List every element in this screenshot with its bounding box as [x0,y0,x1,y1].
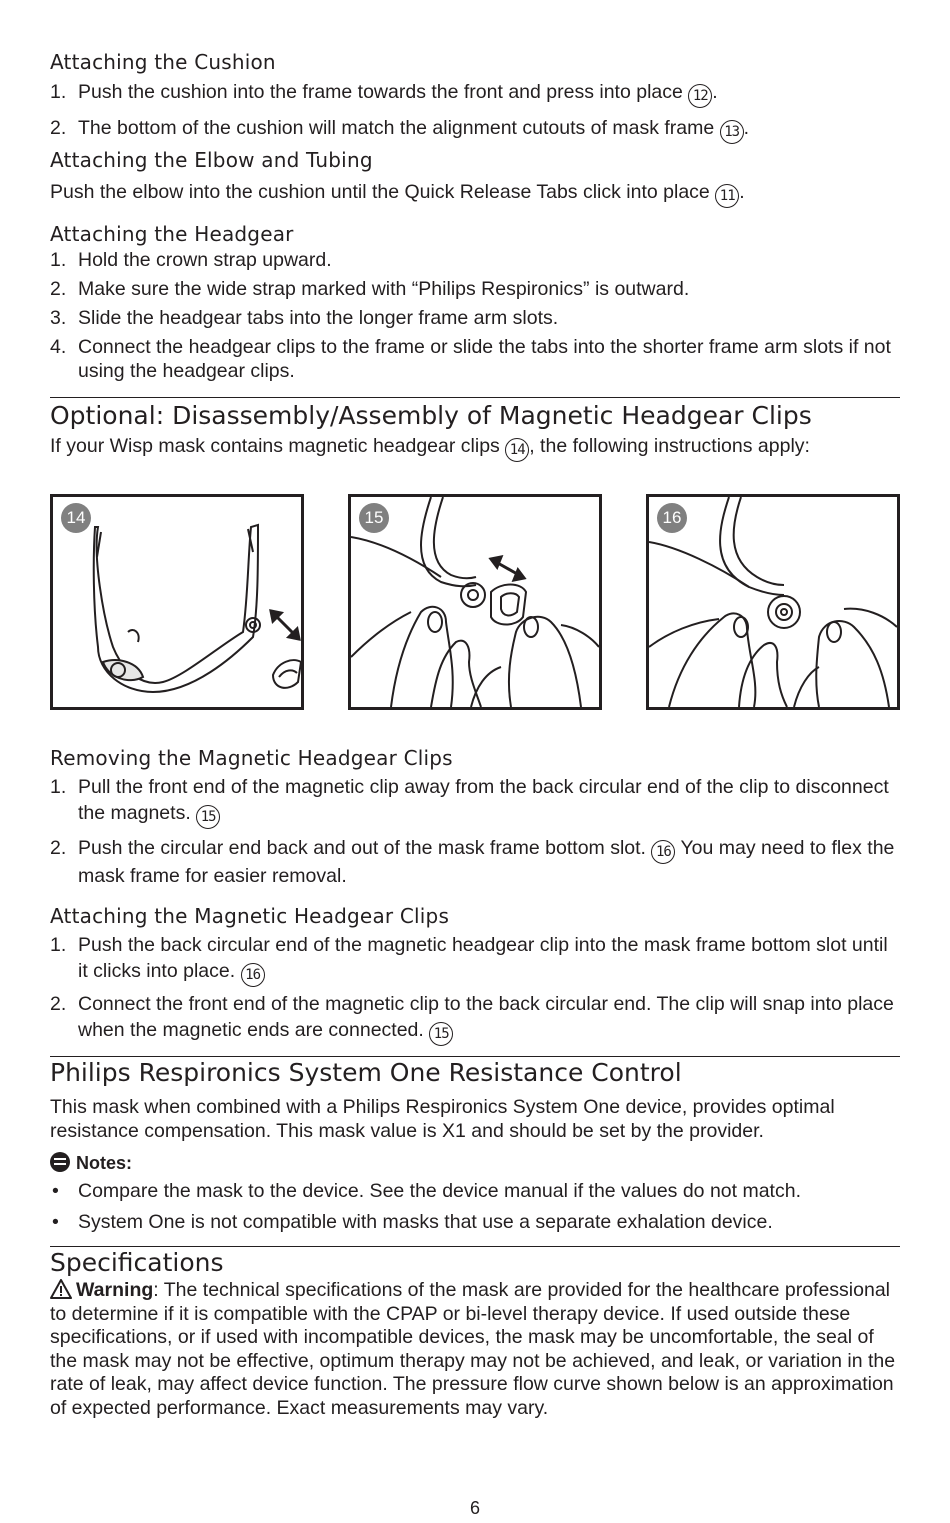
specs-warning: Warning: The technical specifications of the mask are provided for the healthcare professional to determine if it is compatible with the CPAP or bi-level therapy device. If used outside these specifications, or if used with incompatible devices, the mask may be uncomfortable, the seal of the mask may not be effective, optimum therapy may not be achieved, and leak, or variation in the rate of leak, may affect device function. The pressure flow curve shown below is an approximation of expected performance. Exact measurements may vary. [50,1279,896,1419]
ref-15-icon: 15 [196,805,220,829]
resistance-text: This mask when combined with a Philips Respironics System One device, provides optimal resistance compensation. This mask value is X1 and should be set by the provider. [50,1096,835,1142]
page-number: 6 [469,1498,480,1518]
headgear-heading: Attaching the Headgear [50,222,294,246]
list-item: 1. Push the back circular end of the magnetic headgear clip into the mask frame bottom slot until it clicks into place. 16 [50,932,900,987]
elbow-heading: Attaching the Elbow and Tubing [50,148,373,172]
document-page [50,48,900,1420]
attaching-clips-steps [50,932,900,1046]
figure-15 [348,494,602,710]
cushion-heading: Attaching the Cushion [50,50,276,74]
list-item: 1. Pull the front end of the magnetic clip away from the back circular end of the clip to disconnect the magnets. 15 [50,774,900,829]
list-item: 2. Make sure the wide strap marked with “Philips Respironics” is outward. [50,278,690,300]
ref-12-icon: 12 [688,84,712,108]
removing-steps [50,774,900,888]
note-icon [50,1152,70,1172]
cushion-steps [50,80,900,144]
list-item: • System One is not compatible with masks that use a separate exhalation device. [52,1211,773,1233]
headgear-steps [50,248,900,383]
figure-badge: 15 [359,503,389,533]
list-item: 2. The bottom of the cushion will match the alignment cutouts of mask frame 13 . [50,116,900,144]
removing-heading: Removing the Magnetic Headgear Clips [50,746,453,770]
list-item: 3. Slide the headgear tabs into the longer frame arm slots. [50,307,559,329]
ref-13-icon: 13 [720,120,744,144]
ref-11-icon: 11 [715,184,739,208]
notes-list [50,1179,900,1234]
figure-row [50,494,900,710]
ref-16-icon: 16 [241,963,265,987]
figure-16 [646,494,900,710]
warning-icon [50,1279,72,1299]
list-item: 2. Connect the front end of the magnetic clip to the back circular end. The clip will snap into place when the magnetic ends are connected. 15 [50,991,900,1046]
attaching-clips-heading: Attaching the Magnetic Headgear Clips [50,904,450,928]
optional-intro: If your Wisp mask contains magnetic headgear clips 14 , the following instructions apply: [50,434,900,462]
figure-badge: 16 [657,503,687,533]
list-item: 4. Connect the headgear clips to the frame or slide the tabs into the shorter frame arm slots if not using the headgear clips. [50,336,891,382]
specs-heading: Specifications [50,1248,224,1277]
optional-heading: Optional: Disassembly/Assembly of Magnetic Headgear Clips [50,401,812,430]
list-item: • Compare the mask to the device. See the device manual if the values do not match. [52,1180,801,1202]
section-divider [50,397,900,398]
figure-14 [50,494,304,710]
list-item: 1. Hold the crown strap upward. [50,249,332,271]
list-item: 2. Push the circular end back and out of the mask frame bottom slot. 16 You may need to flex the mask frame for easier removal. [50,837,895,887]
notes-label: Notes: [50,1151,900,1175]
hands-separating-clip-illustration [351,497,599,707]
list-item: 1. Push the cushion into the frame towards the front and press into place 12 . [50,80,900,108]
figure-badge: 14 [61,503,91,533]
mask-frame-with-clip-illustration [53,497,301,707]
hands-removing-circular-end-illustration [649,497,897,707]
ref-15-icon: 15 [429,1022,453,1046]
elbow-text: Push the elbow into the cushion until the Quick Release Tabs click into place 11 . [50,180,900,208]
ref-16-icon: 16 [651,840,675,864]
resistance-heading: Philips Respironics System One Resistance Control [50,1058,682,1087]
ref-14-icon: 14 [505,438,529,462]
